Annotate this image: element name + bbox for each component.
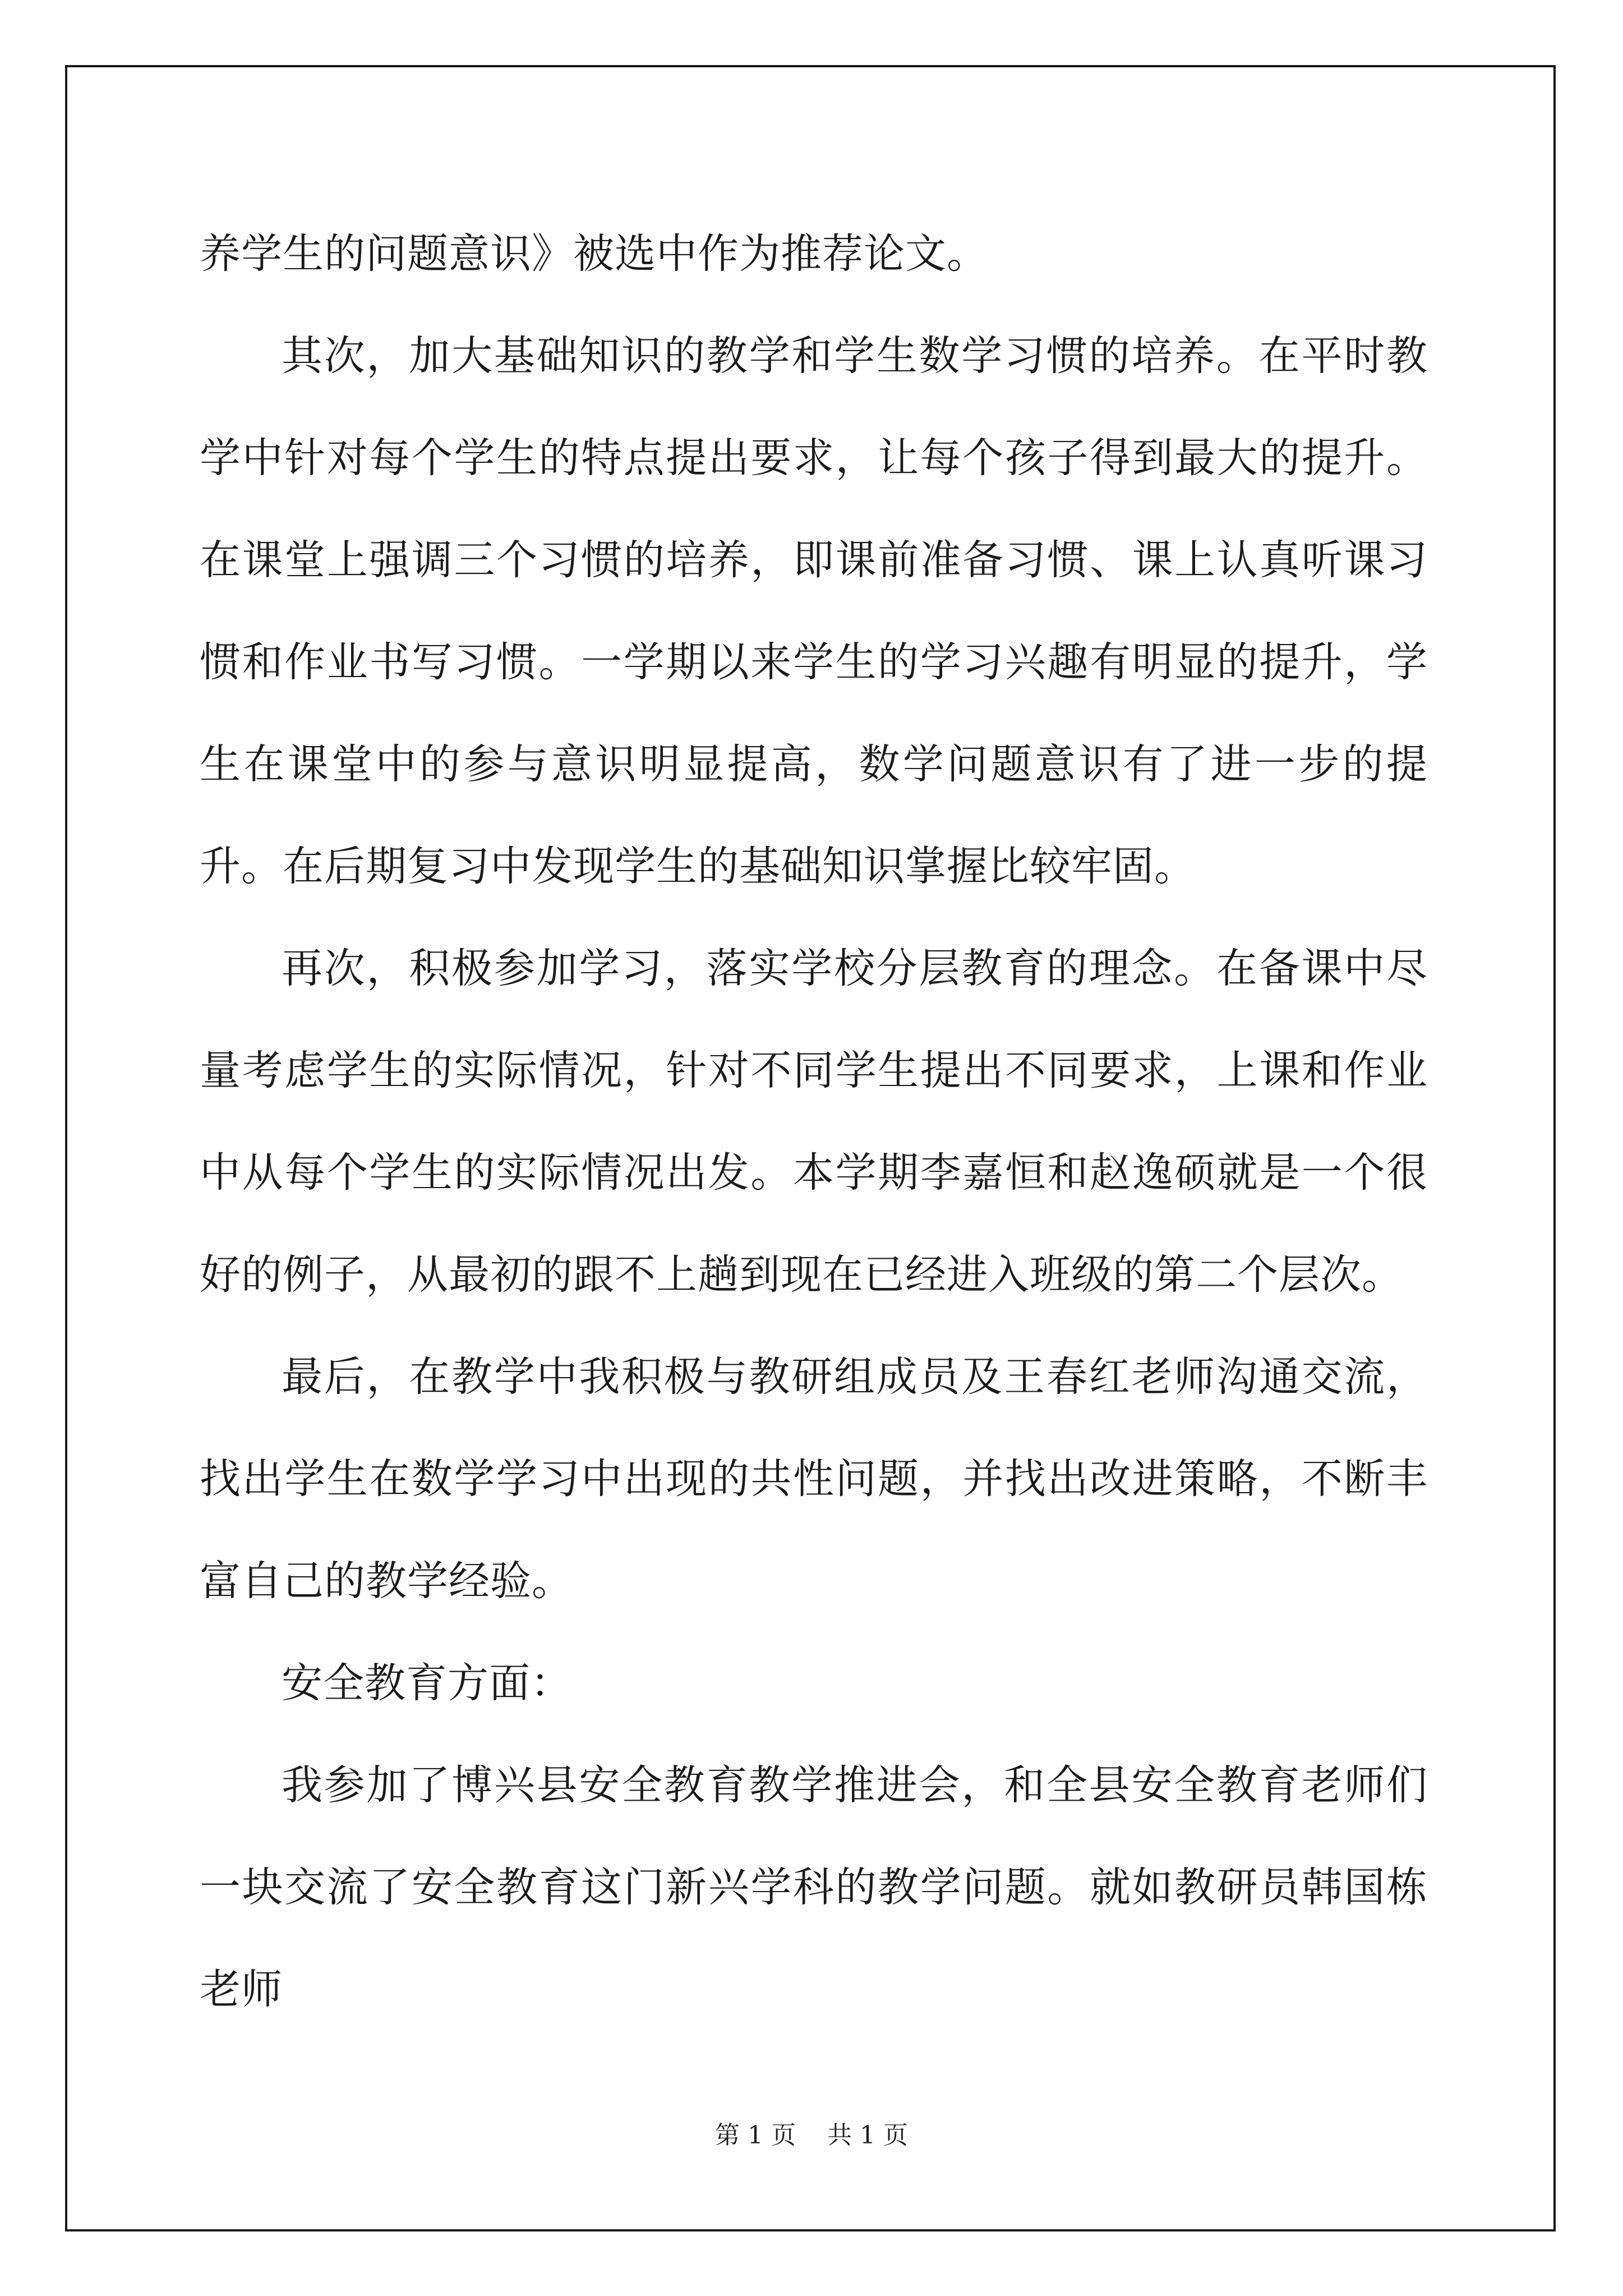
paragraph: 最后，在教学中我积极与教研组成员及王春红老师沟通交流，找出学生在数学学习中出现的共性问题，并找出改进策略，不断丰富自己的教学经验。 [200,1353,1428,1605]
page-number-footer: 第 1 页 共 1 页 [715,2121,908,2150]
paragraph: 我参加了博兴县安全教育教学推进会，和全县安全教育老师们一块交流了安全教育这门新兴学科的教学问题。就如教研员韩国栋老师 [200,1761,1428,2013]
paragraph: 养学生的问题意识》被选中作为推荐论文。 [200,230,988,278]
document-body [200,203,1428,2041]
section-heading: 安全教育方面： [282,1659,572,1707]
paragraph: 其次，加大基础知识的教学和学生数学习惯的培养。在平时教学中针对每个学生的特点提出要求，让每个孩子得到最大的提升。在课堂上强调三个习惯的培养，即课前准备习惯、课上认真听课习惯和作业书写习惯。一学期以来学生的学习兴趣有明显的提升，学生在课堂中的参与意识明显提高，数学问题意识有了进一步的提升。在后期复习中发现学生的基础知识掌握比较牢固。 [200,332,1428,890]
paragraph: 再次，积极参加学习，落实学校分层教育的理念。在备课中尽量考虑学生的实际情况，针对不同学生提出不同要求，上课和作业中从每个学生的实际情况出发。本学期李嘉恒和赵逸硕就是一个很好的例子，从最初的跟不上趟到现在已经进入班级的第二个层次。 [200,945,1428,1299]
